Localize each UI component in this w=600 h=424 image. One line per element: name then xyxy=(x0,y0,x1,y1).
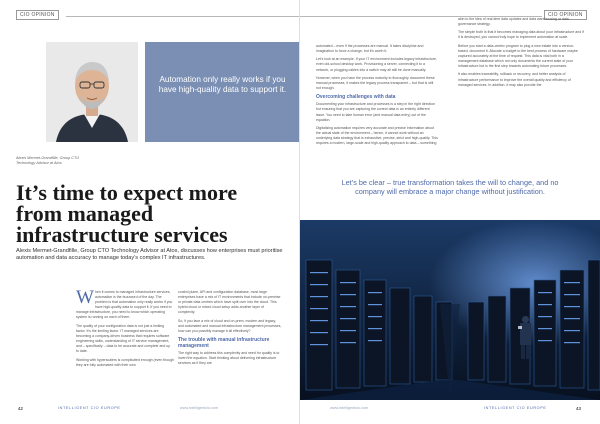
header-rule xyxy=(66,16,300,17)
author-portrait-illustration xyxy=(46,42,138,142)
paragraph: It also enables traceability, rollback or recovery, and better analysis of infrastructure performance to improve the overall quality and efficiency of managed services. In addition, it may also provide the xyxy=(458,72,571,87)
paragraph: Before you start a data-centric program to plug a new estate into a version-based, document it. Allocate a budget to the best process of hardware maybe captured accurately at the time of request. This data is vital both in a management database which not only documents the current state of your infrastructure but is the first step towards automating future processes. xyxy=(458,43,578,69)
pull-quote: Let’s be clear – true transformation takes the will to change, and no company will embrace a major change without justification. xyxy=(341,178,559,196)
footer-title: INTELLIGENT CIO EUROPE xyxy=(484,406,547,410)
body-column-4 xyxy=(458,17,584,91)
paragraph: However, when you have the process maturity to thoroughly document these manual processes, it makes the legacy process transparent – but that is still not enough. xyxy=(316,75,435,91)
right-footer xyxy=(300,404,600,414)
paragraph: The simple truth is that it becomes managing data about your infrastructure and if it is destroyed, you cannot truly hope to implement automation at scale. xyxy=(458,30,584,40)
paragraph: Let’s look at an example. If your IT environment includes legacy infrastructure, even old-school desktop work. Provisioning a server, connecting it to a network, or plugging cables into a switch may all still be done manually. xyxy=(316,57,437,72)
author-photo xyxy=(46,42,138,142)
paragraph: Documenting your infrastructure and processes is a step in the right direction but ensuring that you are capturing the correct data is an entirely different issue. You need to take human error (and manual data entry) out of the equation. xyxy=(316,102,436,122)
page-number: 42 xyxy=(18,406,23,411)
drop-cap: W xyxy=(76,287,94,308)
article-standfirst: Alexis Mermet-Grandfille, Group CTO Technology Advisor at Atos, discusses how enterprises must prioritise automation and data accuracy to manage today’s complex IT infrastructures. xyxy=(16,248,283,262)
subheading: Overcoming challenges with data xyxy=(316,94,396,101)
datacenter-photo xyxy=(300,220,600,400)
footer-url: www.intelligentcio.com xyxy=(330,406,369,410)
paragraph: akin to the idea of real-time data updates and data warehousing or data governance strategy. xyxy=(458,17,569,27)
page-number: 43 xyxy=(576,406,581,411)
paragraph: The quality of your configuration data is not just a limiting factor. It’s the limiting factor. IT managed services are becoming a company-driven business that requires software engineering skills, understanding of IT service management, and – specifically – data to be accurate and complete and up to date. xyxy=(76,323,171,354)
quote-box xyxy=(145,42,300,142)
article-headline: It’s time to expect more from managed infrastructure services xyxy=(16,180,238,247)
footer-title: INTELLIGENT CIO EUROPE xyxy=(58,406,121,410)
paragraph: So, if you face a mix of cloud and on-prem, modern and legacy, and automated and manual infrastructure management processes, how can you possibly manage it all effectively? xyxy=(178,318,282,333)
datacenter-illustration xyxy=(300,220,600,400)
paragraph: control plane, API and configuration database, most large enterprises have a mix of IT environments that include on-premise or private data centres which have spilt over into the cloud. This hybrid cloud or mixed cloud setup adds another layer of complexity. xyxy=(178,290,281,315)
body-column-2 xyxy=(178,290,282,370)
photo-caption: Alexis Mermet-Grandfille, Group CTO Technology Advisor at Atos xyxy=(16,156,80,165)
paragraph: Working with hyperscalers is complicated enough (even though they are fully automated with their own xyxy=(76,357,174,367)
paragraph: The right way to address this complexity and need for quality is to invert the equation. Start thinking about delivering infrastructure services as if they are xyxy=(178,351,280,366)
body-column-3 xyxy=(316,44,438,149)
left-footer xyxy=(0,404,300,414)
body-column-1 xyxy=(76,287,174,371)
quote-box-text: Automation only really works if you have high-quality data to support it. xyxy=(158,75,287,94)
paragraph: When it comes to managed infrastructure services, automation is the buzzword of the day. The problem is that automation only really works if you have high-quality data to support it. If you need to manage infrastructure, you need to know which operating system is running on each of them. xyxy=(76,287,173,320)
footer-url: www.intelligentcio.com xyxy=(180,406,219,410)
subheading: The trouble with manual infrastructure management xyxy=(178,337,270,350)
section-tag: CIO OPINION xyxy=(544,10,587,20)
section-tag: CIO OPINION xyxy=(16,10,59,20)
paragraph: automated – even if the processes are manual. It takes discipline and imagination to force a change, but it’s worth it. xyxy=(316,44,424,54)
paragraph: Digitalising automation requires very accurate and precise information about the actual state of the environment – hence, it cannot work without an underlying data strategy that is exhaustive, precise, strict and high-quality. This requires a modern, large-scale and high-quality approach to data – something xyxy=(316,125,438,146)
